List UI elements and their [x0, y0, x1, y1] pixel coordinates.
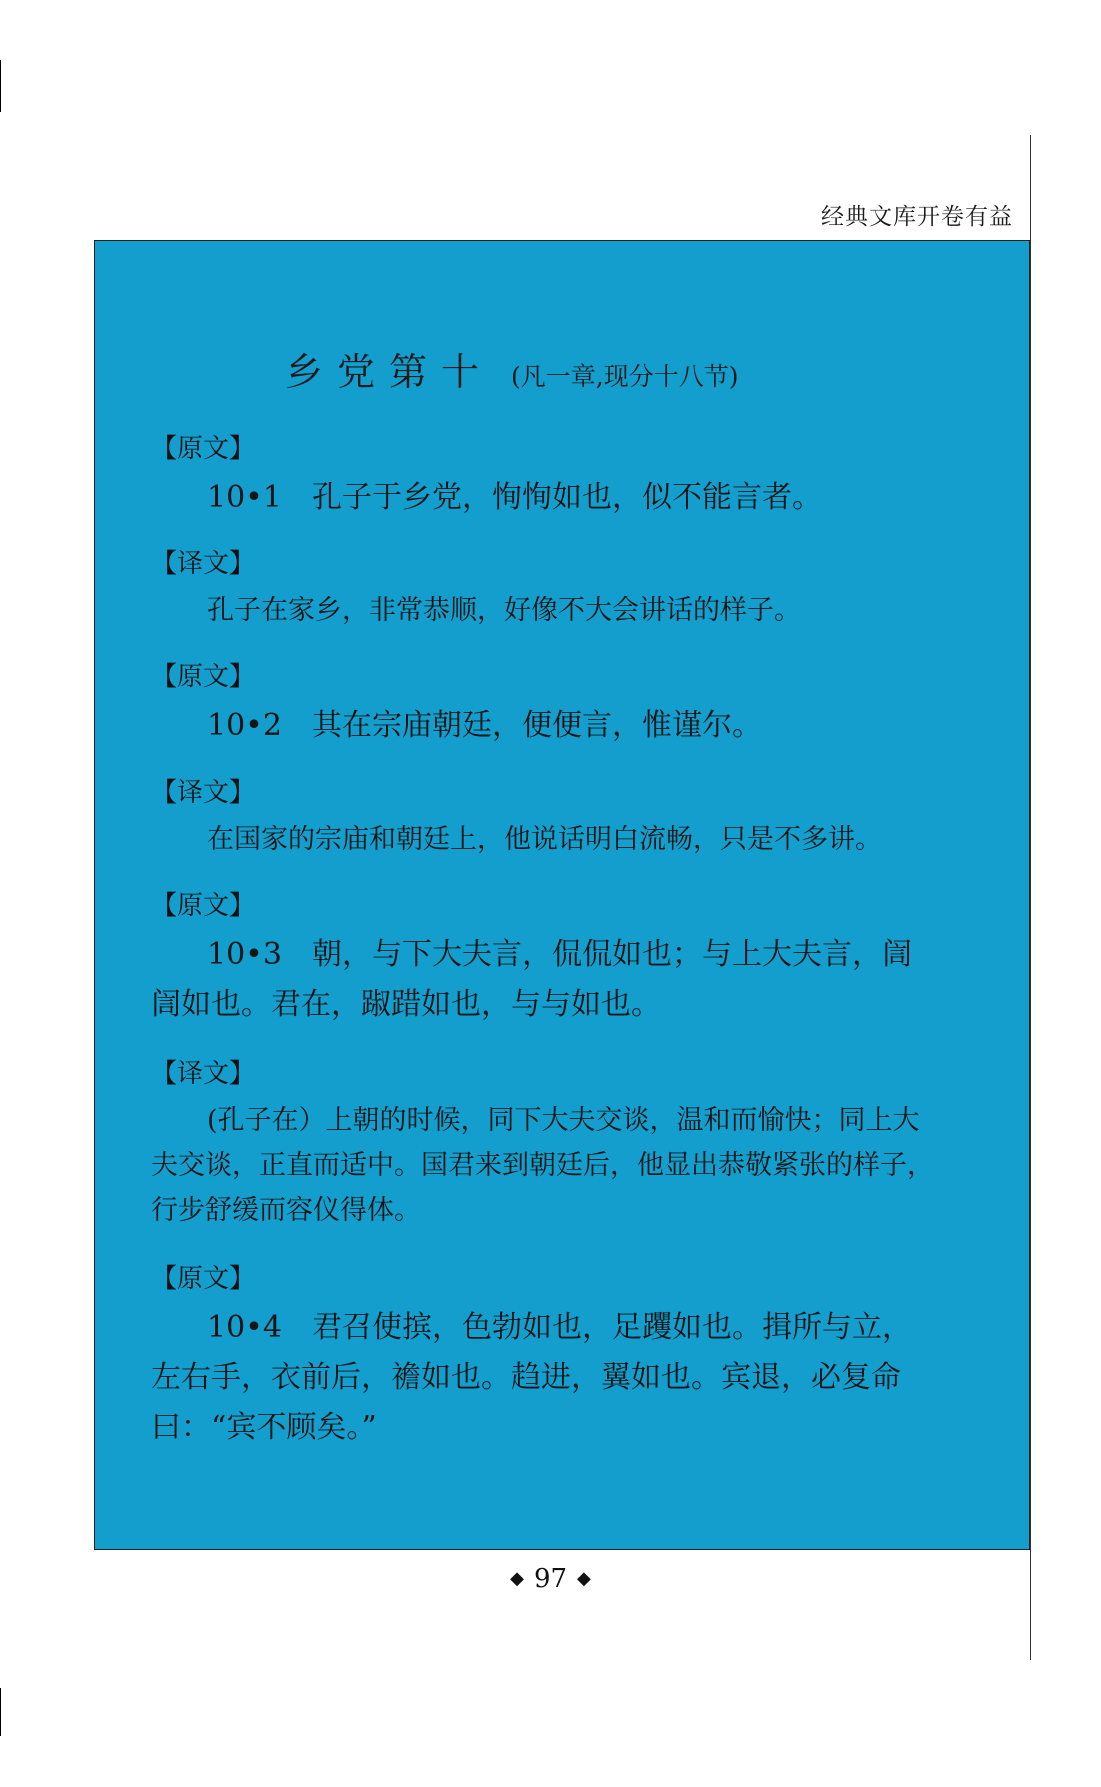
page-number: 97: [533, 1564, 568, 1594]
section-label: 【译文】: [151, 549, 256, 579]
section-text: 10•4 君召使摈，色勃如也，足躩如也。揖所与立，左右手，衣前后，襜如也。趋进，翼如也。宾退，必复命曰：“宾不顾矣。”: [151, 1310, 912, 1445]
section-text: 在国家的宗庙和朝廷上，他说话明白流畅，只是不多讲。: [207, 824, 882, 855]
content-panel: [94, 240, 1030, 1550]
section-translation-2: [151, 775, 941, 862]
chapter-title: 乡党第十: [285, 350, 494, 394]
page-footer: [0, 1564, 1101, 1594]
margin-rule: [1030, 135, 1031, 1660]
section-label: 【原文】: [151, 662, 256, 692]
section-label: 【原文】: [151, 891, 256, 921]
section-original-3: [151, 888, 941, 1030]
section-translation-1: [151, 546, 941, 633]
diamond-ornament-right: ◆: [577, 1568, 591, 1589]
crop-mark-top: [0, 60, 1, 112]
section-original-4: [151, 1261, 941, 1453]
section-label: 【原文】: [151, 1264, 256, 1294]
section-text: 孔子在家乡，非常恭顺，好像不大会讲话的样子。: [207, 595, 801, 626]
chapter-subtitle: (凡一章,现分十八节): [511, 362, 739, 391]
section-label: 【译文】: [151, 778, 256, 808]
section-text: 10•1 孔子于乡党，恂恂如也，似不能言者。: [207, 480, 822, 515]
chapter-heading: [285, 341, 738, 396]
section-label: 【原文】: [151, 434, 256, 464]
section-original-1: [151, 431, 941, 523]
section-original-2: [151, 659, 941, 751]
section-text: 10•3 朝，与下大夫言，侃侃如也；与上大夫言，訚訚如也。君在，踧踖如也，与与如也。: [151, 937, 912, 1022]
section-translation-3: [151, 1056, 941, 1233]
section-text: (孔子在）上朝的时候，同下大夫交谈，温和而愉快；同上大夫交谈，正直而适中。国君来到朝廷后，他显出恭敬紧张的样子，行步舒缓而容仪得体。: [151, 1105, 934, 1226]
crop-mark-bottom: [0, 1688, 1, 1736]
section-label: 【译文】: [151, 1059, 256, 1089]
running-header: 经典文库开卷有益: [821, 204, 1013, 230]
section-text: 10•2 其在宗庙朝廷，便便言，惟谨尔。: [207, 708, 762, 743]
diamond-ornament-left: ◆: [510, 1568, 524, 1589]
